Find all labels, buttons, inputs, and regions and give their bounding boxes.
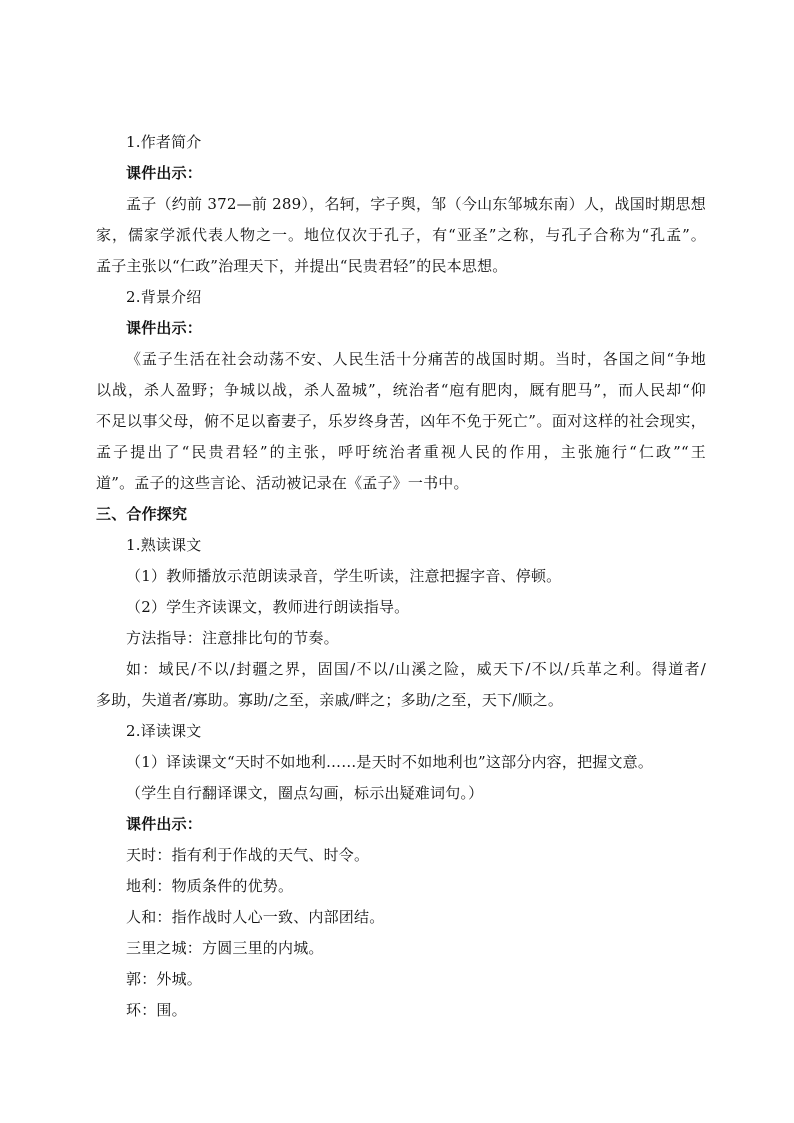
translation-note: （学生自行翻译课文，圈点勾画，标示出疑难词句。） [126, 784, 484, 802]
glossary-item: 环：围。 [126, 1001, 187, 1019]
background-para-line: 以战，杀人盈野；争城以战，杀人盈城”，统治者“庖有肥肉，厩有肥马”，而人民却“仰 [96, 381, 706, 399]
example-line: 多助，失道者/寡助。寡助/之至，亲戚/畔之；多助/之至，天下/顺之。 [96, 691, 564, 709]
glossary-item: 天时：指有利于作战的天气、时令。 [126, 846, 370, 864]
glossary-item: 人和：指作战时人心一致、内部团结。 [126, 908, 385, 926]
author-para-line: 家，儒家学派代表人物之一。地位仅次于孔子，有“亚圣”之称，与孔子合称为“孔孟”。 [96, 226, 706, 244]
subsection-heading-reading: 1.熟读课文 [126, 536, 202, 554]
glossary-item: 地利：物质条件的优势。 [126, 877, 294, 895]
example-line: 如：域民/不以/封疆之界，固国/不以/山溪之险，威天下/不以/兵革之利。得道者/ [126, 660, 706, 678]
reading-step: （1）教师播放示范朗读录音，学生听读，注意把握字音、停顿。 [126, 567, 562, 585]
part-title: 三、合作探究 [96, 505, 188, 523]
glossary-item: 三里之城：方圆三里的内城。 [126, 939, 324, 957]
method-guide: 方法指导：注意排比句的节奏。 [126, 629, 339, 647]
section-heading-author: 1.作者简介 [126, 133, 202, 151]
author-para-line: 孟子主张以“仁政”治理天下，并提出“民贵君轻”的民本思想。 [96, 257, 508, 275]
courseware-label: 课件出示： [126, 164, 203, 182]
background-para-line: 孟子提出了“民贵君轻”的主张，呼吁统治者重视人民的作用，主张施行“仁政”“王 [96, 443, 706, 461]
courseware-label: 课件出示： [126, 319, 203, 337]
translation-step: （1）译读课文“天时不如地利……是天时不如地利也”这部分内容，把握文意。 [126, 753, 654, 771]
background-para-line: 道”。孟子的这些言论、活动被记录在《孟子》一书中。 [96, 474, 469, 492]
section-heading-background: 2.背景介绍 [126, 288, 202, 306]
reading-step: （2）学生齐读课文，教师进行朗读指导。 [126, 598, 410, 616]
author-para-line: 孟子（约前 372—前 289），名轲，字子舆，邹（今山东邹城东南）人，战国时期思想 [126, 195, 706, 213]
background-para-line: 不足以事父母，俯不足以畜妻子，乐岁终身苦，凶年不免于死亡”。面对这样的社会现实， [96, 412, 706, 430]
glossary-item: 郭：外城。 [126, 970, 203, 988]
document-page [96, 127, 706, 1026]
courseware-label: 课件出示： [126, 815, 203, 833]
background-para-line: 《孟子生活在社会动荡不安、人民生活十分痛苦的战国时期。当时，各国之间“争地 [126, 350, 706, 368]
subsection-heading-translation: 2.译读课文 [126, 722, 202, 740]
